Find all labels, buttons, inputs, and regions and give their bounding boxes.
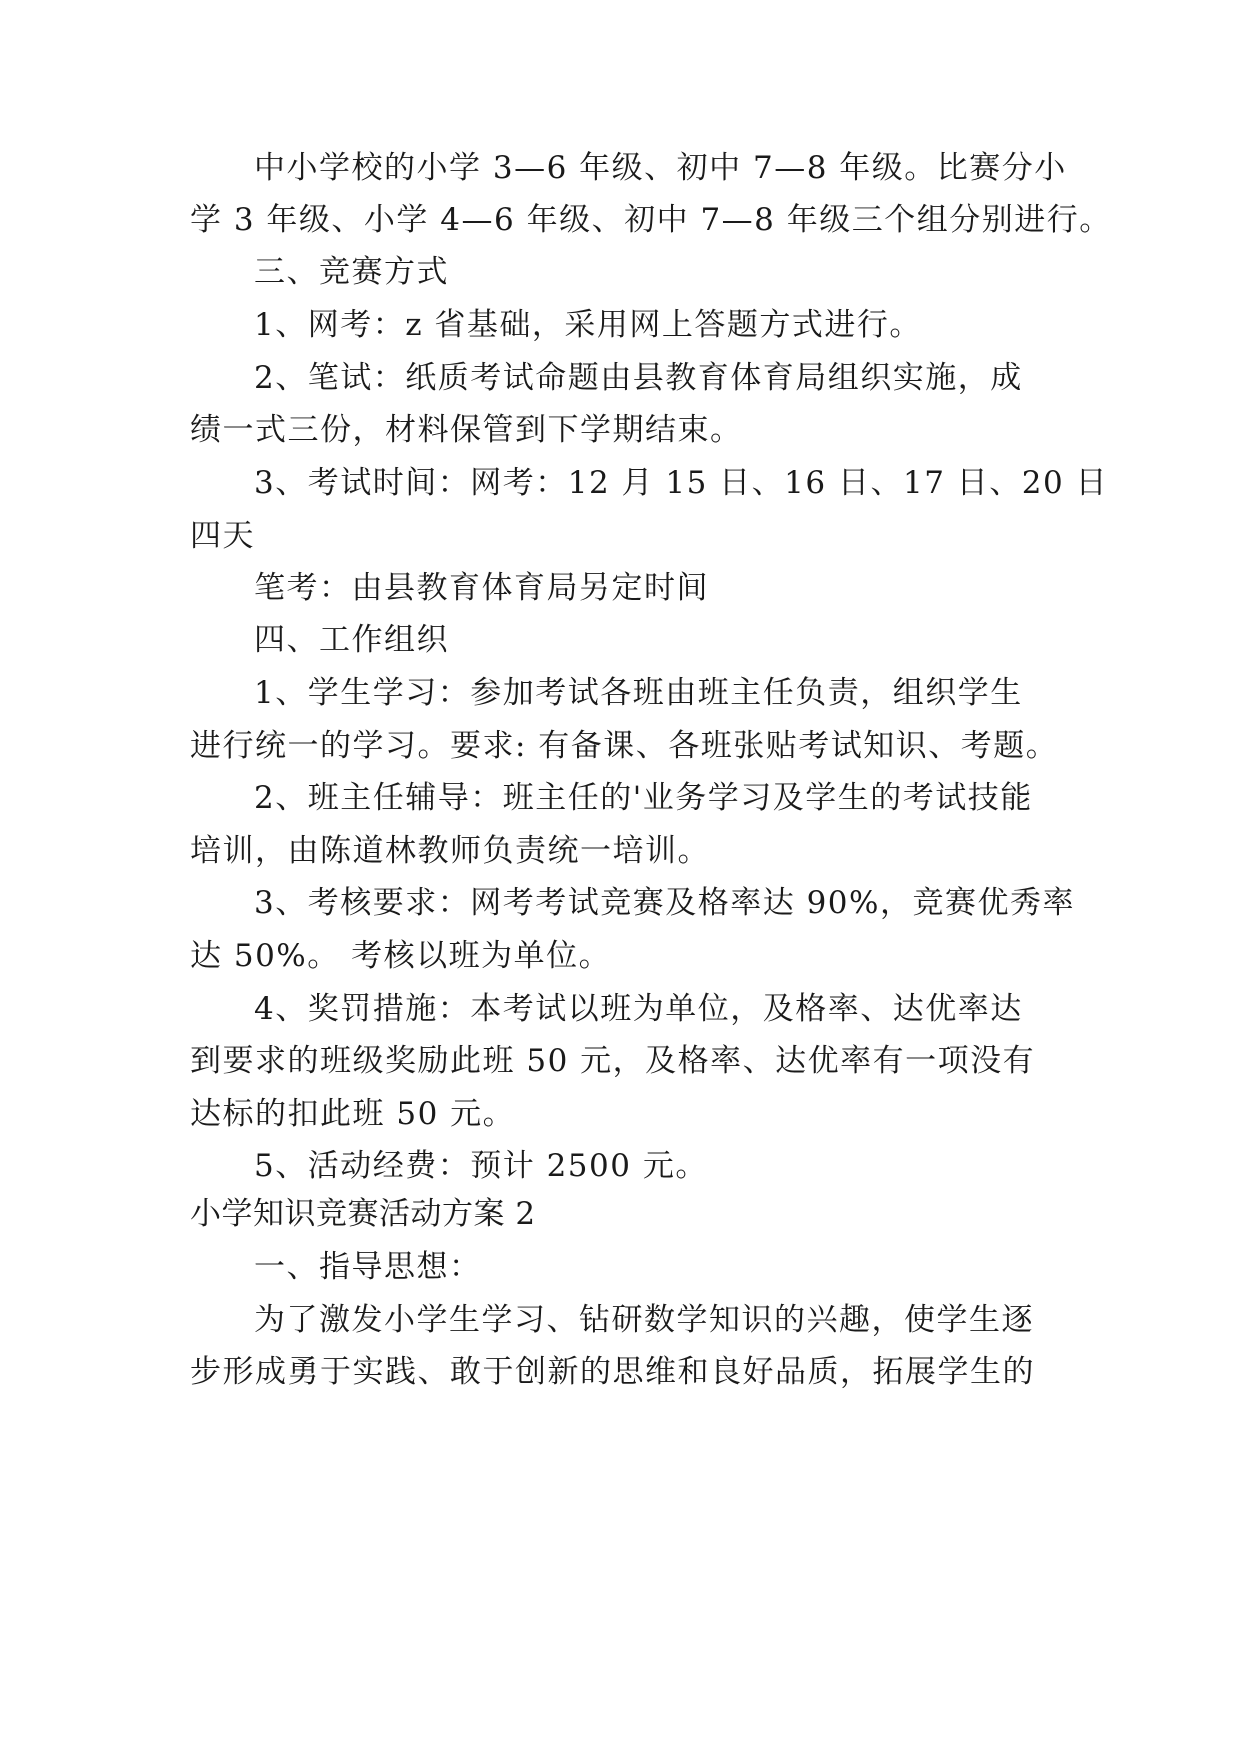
paragraph-line: 3、考试时间：网考：12 月 15 日、16 日、17 日、20 日 (254, 465, 1109, 501)
paragraph-line: 3、考核要求：网考考试竞赛及格率达 90%，竞赛优秀率 (254, 885, 1075, 921)
paragraph-line: 学 3 年级、小学 4—6 年级、初中 7—8 年级三个组分别进行。 (190, 202, 1112, 238)
paragraph-line: 到要求的班级奖励此班 50 元，及格率、达优率有一项没有 (190, 1043, 1036, 1079)
paragraph-line: 4、奖罚措施：本考试以班为单位，及格率、达优率达 (254, 991, 1023, 1027)
paragraph-line: 2、笔试：纸质考试命题由县教育体育局组织实施，成 (254, 360, 1023, 396)
section-heading: 一、指导思想： (254, 1249, 482, 1285)
section-heading: 三、竞赛方式 (254, 254, 449, 290)
paragraph-line: 培训，由陈道林教师负责统一培训。 (190, 833, 710, 869)
paragraph-line: 1、学生学习：参加考试各班由班主任负责，组织学生 (254, 675, 1023, 711)
paragraph-line: 为了激发小学生学习、钻研数学知识的兴趣，使学生逐 (254, 1302, 1034, 1338)
paragraph-line: 进行统一的学习。要求: 有备课、各班张贴考试知识、考题。 (190, 728, 1059, 764)
paragraph-line: 中小学校的小学 3—6 年级、初中 7—8 年级。比赛分小 (254, 150, 1067, 186)
paragraph-line: 四天 (190, 518, 255, 554)
section-heading: 四、工作组织 (254, 622, 449, 658)
paragraph-line: 步形成勇于实践、敢于创新的思维和良好品质，拓展学生的 (190, 1354, 1035, 1390)
paragraph-line: 2、班主任辅导：班主任的'业务学习及学生的考试技能 (254, 780, 1033, 816)
paragraph-line: 笔考：由县教育体育局另定时间 (254, 570, 709, 606)
paragraph-line: 绩一式三份，材料保管到下学期结束。 (190, 412, 743, 448)
paragraph-line: 5、活动经费：预计 2500 元。 (254, 1148, 708, 1184)
paragraph-line: 1、网考：z 省基础，采用网上答题方式进行。 (254, 307, 922, 343)
paragraph-line: 达标的扣此班 50 元。 (190, 1096, 516, 1132)
paragraph-line: 达 50%。 考核以班为单位。 (190, 938, 612, 974)
document-title: 小学知识竞赛活动方案 2 (190, 1196, 536, 1232)
